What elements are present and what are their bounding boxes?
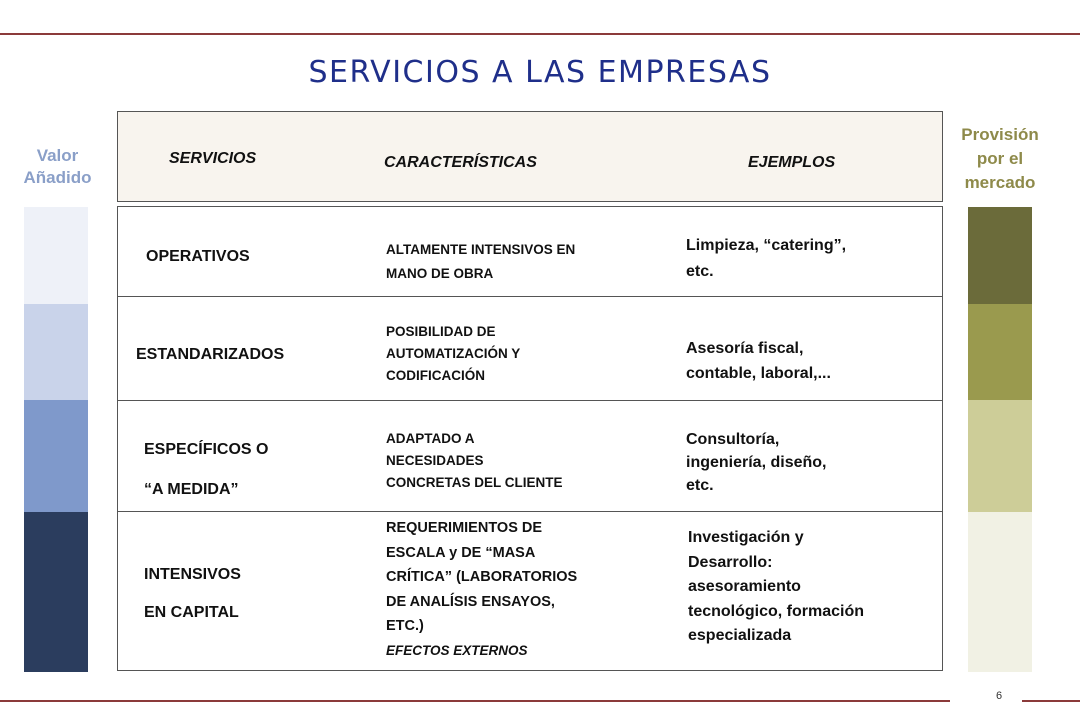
row-caracteristicas xyxy=(386,240,676,284)
text-line: REQUERIMIENTOS DE xyxy=(386,520,543,536)
row-caracteristicas xyxy=(386,428,676,494)
text-line: NECESIDADES xyxy=(386,453,484,468)
text-line: MANO DE OBRA xyxy=(386,266,494,281)
text-line: CRÍTICA” (LABORATORIOS xyxy=(386,569,578,585)
text-line: ingeniería, diseño, xyxy=(686,454,827,471)
text-line: OPERATIVOS xyxy=(146,248,250,265)
text-line: “A MEDIDA” xyxy=(144,481,239,498)
bottom-rule-right xyxy=(1022,700,1080,702)
bottom-rule-left xyxy=(0,700,950,702)
header-caracteristicas: CARACTERÍSTICAS xyxy=(384,154,537,171)
text-line: tecnológico, formación xyxy=(688,602,865,620)
row-caracteristicas xyxy=(386,516,676,663)
header-servicios: SERVICIOS xyxy=(169,150,257,167)
left-bar-segment-4 xyxy=(24,512,88,672)
text-line: contable, laboral,... xyxy=(686,365,831,382)
provision-mercado-label: Provisión por el mercado xyxy=(961,125,1039,192)
text-line: EFECTOS EXTERNOS xyxy=(386,642,528,658)
left-bar-segment-1 xyxy=(24,207,88,304)
row-servicio xyxy=(136,345,284,365)
row-caracteristicas xyxy=(386,321,676,387)
text-line: POSIBILIDAD DE xyxy=(386,324,496,339)
top-rule xyxy=(0,33,1080,35)
text-line: especializada xyxy=(688,627,792,644)
left-bar-segment-2 xyxy=(24,304,88,400)
text-line: INTENSIVOS xyxy=(144,566,241,583)
text-line: ADAPTADO A xyxy=(386,431,475,446)
row-servicio xyxy=(144,430,268,510)
text-line: ETC.) xyxy=(386,618,424,634)
row-servicio xyxy=(144,556,241,632)
text-line: etc. xyxy=(686,263,714,280)
text-line: AUTOMATIZACIÓN Y xyxy=(386,346,521,361)
row-divider xyxy=(117,511,943,512)
text-line: CONCRETAS DEL CLIENTE xyxy=(386,475,563,490)
text-line: EN CAPITAL xyxy=(144,604,239,621)
text-line: Asesoría fiscal, xyxy=(686,340,804,357)
valor-anadido-label: Valor Añadido xyxy=(23,146,92,187)
header-ejemplos: EJEMPLOS xyxy=(748,154,836,171)
text-line: ESCALA y DE “MASA xyxy=(386,544,536,561)
row-divider xyxy=(117,400,943,401)
right-bar-segment-2 xyxy=(968,304,1032,400)
text-line: DE ANALÍSIS ENSAYOS, xyxy=(386,593,555,610)
row-ejemplos xyxy=(686,428,936,497)
text-line: etc. xyxy=(686,477,714,494)
row-divider xyxy=(117,296,943,297)
text-line: CODIFICACIÓN xyxy=(386,368,485,383)
text-line: ESPECÍFICOS O xyxy=(144,441,269,458)
text-line: ESTANDARIZADOS xyxy=(136,346,285,363)
text-line: Limpieza, “catering”, xyxy=(686,237,847,254)
row-ejemplos xyxy=(686,336,936,386)
row-ejemplos xyxy=(688,526,938,649)
text-line: Desarrollo: xyxy=(688,553,773,571)
text-line: Consultoría, xyxy=(686,431,780,448)
page-number: 6 xyxy=(996,690,1003,702)
right-bar-segment-4 xyxy=(968,512,1032,672)
row-servicio xyxy=(146,247,250,267)
text-line: ALTAMENTE INTENSIVOS EN xyxy=(386,242,576,257)
right-bar-segment-1 xyxy=(968,207,1032,304)
left-bar-segment-3 xyxy=(24,400,88,512)
text-line: Investigación y xyxy=(688,529,804,546)
row-ejemplos xyxy=(686,233,936,285)
page-title: SERVICIOS A LAS EMPRESAS xyxy=(308,55,772,90)
text-line: asesoramiento xyxy=(688,578,801,595)
right-bar-segment-3 xyxy=(968,400,1032,512)
